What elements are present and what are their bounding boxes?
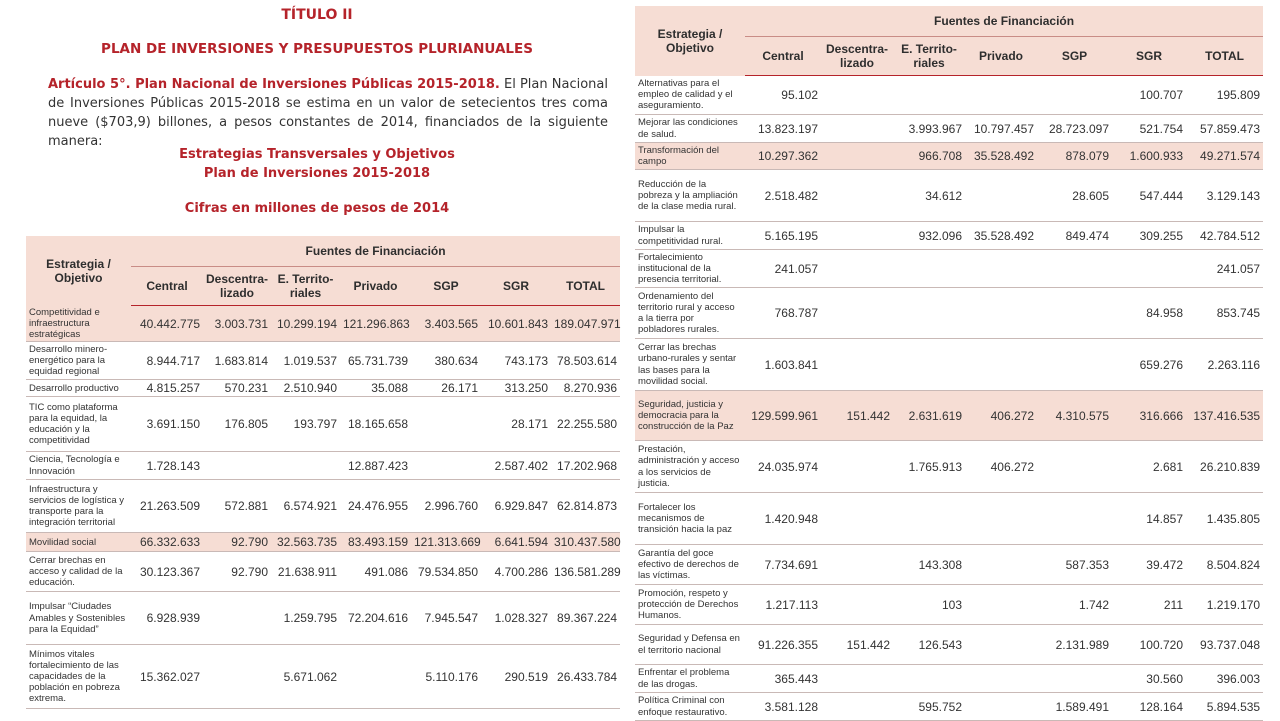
cell-value: 743.173 (481, 342, 551, 380)
cell-value: 66.332.633 (131, 533, 203, 552)
cell-value: 10.299.194 (271, 306, 340, 342)
cell-value: 35.528.492 (965, 143, 1037, 170)
cell-value (1112, 250, 1186, 288)
cell-value (965, 250, 1037, 288)
cell-value (821, 76, 893, 115)
header-fuentes: Fuentes de Financiación (131, 236, 620, 267)
cell-value (965, 493, 1037, 545)
cell-value: 17.202.968 (551, 452, 620, 480)
table-row (635, 222, 1263, 250)
strategies-heading-line1: Estrategias Transversales y Objetivos (179, 147, 455, 162)
table-row (635, 115, 1263, 143)
cell-value: 24.035.974 (745, 441, 821, 493)
cell-value: 241.057 (745, 250, 821, 288)
cell-value: 83.493.159 (340, 533, 411, 552)
cell-value: 5.671.062 (271, 645, 340, 709)
table-row (26, 533, 620, 552)
cell-value: 28.171 (481, 397, 551, 452)
cell-value: 406.272 (965, 441, 1037, 493)
cell-value (821, 250, 893, 288)
cell-value (965, 76, 1037, 115)
cell-value: 3.581.128 (745, 693, 821, 721)
cell-value: 2.996.760 (411, 480, 481, 533)
cell-value: 2.518.482 (745, 170, 821, 222)
cell-value (821, 170, 893, 222)
table-row (26, 452, 620, 480)
cell-value (1037, 76, 1112, 115)
cell-value (821, 288, 893, 339)
cell-value (893, 76, 965, 115)
left-table-body (26, 306, 620, 709)
row-label: Garantía del goce efectivo de derechos de las víctimas. (635, 545, 745, 585)
cell-value: 8.270.936 (551, 380, 620, 397)
cell-value: 570.231 (203, 380, 271, 397)
cell-value: 2.587.402 (481, 452, 551, 480)
row-label: Seguridad, justicia y democracia para la construcción de la Paz (635, 391, 745, 441)
cell-value: 7.734.691 (745, 545, 821, 585)
cell-value: 521.754 (1112, 115, 1186, 143)
header-territoriales: E. Territo-riales (271, 267, 340, 306)
cell-value: 2.131.989 (1037, 625, 1112, 665)
cell-value: 103 (893, 585, 965, 625)
cell-value: 57.859.473 (1186, 115, 1263, 143)
table-row (635, 493, 1263, 545)
row-label: Ordenamiento del territorio rural y acceso a la tierra por pobladores rurales. (635, 288, 745, 339)
cell-value (893, 288, 965, 339)
cell-value: 290.519 (481, 645, 551, 709)
cell-value: 1.728.143 (131, 452, 203, 480)
table-row (635, 170, 1263, 222)
cell-value (893, 493, 965, 545)
cell-value: 143.308 (893, 545, 965, 585)
cell-value: 853.745 (1186, 288, 1263, 339)
cell-value: 14.857 (1112, 493, 1186, 545)
cell-value (821, 222, 893, 250)
cell-value: 95.102 (745, 76, 821, 115)
cell-value: 6.928.939 (131, 592, 203, 645)
cell-value: 1.742 (1037, 585, 1112, 625)
cell-value: 151.442 (821, 391, 893, 441)
table-row (26, 342, 620, 380)
row-label: Seguridad y Defensa en el territorio nacional (635, 625, 745, 665)
cell-value (203, 592, 271, 645)
cell-value (203, 452, 271, 480)
header-sgr: SGR (1112, 37, 1186, 76)
right-table-body (635, 76, 1263, 721)
cell-value: 547.444 (1112, 170, 1186, 222)
cell-value: 4.700.286 (481, 552, 551, 592)
cell-value: 878.079 (1037, 143, 1112, 170)
header-estrategia: Estrategia / Objetivo (26, 236, 131, 306)
cell-value: 10.797.457 (965, 115, 1037, 143)
cell-value: 768.787 (745, 288, 821, 339)
row-label: Ciencia, Tecnología e Innovación (26, 452, 131, 480)
cell-value: 572.881 (203, 480, 271, 533)
investment-table-right (635, 6, 1263, 721)
header-descentralizado: Descentra-lizado (821, 37, 893, 76)
cell-value: 62.814.873 (551, 480, 620, 533)
row-label: TIC como plataforma para la equidad, la educación y la competitividad (26, 397, 131, 452)
cell-value: 313.250 (481, 380, 551, 397)
table-row (26, 592, 620, 645)
cell-value: 100.720 (1112, 625, 1186, 665)
cell-value (893, 250, 965, 288)
cell-value: 2.510.940 (271, 380, 340, 397)
row-label: Prestación, administración y acceso a los servicios de justicia. (635, 441, 745, 493)
cell-value: 49.271.574 (1186, 143, 1263, 170)
cell-value: 3.003.731 (203, 306, 271, 342)
cell-value (821, 585, 893, 625)
cell-value: 40.442.775 (131, 306, 203, 342)
cell-value: 659.276 (1112, 339, 1186, 391)
table-row (635, 76, 1263, 115)
cell-value: 26.433.784 (551, 645, 620, 709)
cell-value: 35.528.492 (965, 222, 1037, 250)
units-heading: Cifras en millones de pesos de 2014 (184, 201, 450, 216)
row-label: Transformación del campo (635, 143, 745, 170)
cell-value: 42.784.512 (1186, 222, 1263, 250)
header-territoriales: E. Territo-riales (893, 37, 965, 76)
table-row (26, 552, 620, 592)
cell-value: 1.600.933 (1112, 143, 1186, 170)
cell-value (965, 170, 1037, 222)
cell-value: 10.601.843 (481, 306, 551, 342)
cell-value: 30.123.367 (131, 552, 203, 592)
cell-value (965, 665, 1037, 693)
cell-value (340, 645, 411, 709)
table-row (635, 585, 1263, 625)
cell-value: 595.752 (893, 693, 965, 721)
cell-value: 65.731.739 (340, 342, 411, 380)
row-label: Reducción de la pobreza y la ampliación de la clase media rural. (635, 170, 745, 222)
cell-value: 309.255 (1112, 222, 1186, 250)
cell-value (965, 585, 1037, 625)
plan-heading: PLAN DE INVERSIONES Y PRESUPUESTOS PLURIANUALES (101, 41, 533, 57)
cell-value: 316.666 (1112, 391, 1186, 441)
title-heading: TÍTULO II (281, 7, 353, 23)
cell-value: 26.171 (411, 380, 481, 397)
cell-value: 2.263.116 (1186, 339, 1263, 391)
cell-value: 1.765.913 (893, 441, 965, 493)
cell-value: 1.028.327 (481, 592, 551, 645)
article-paragraph (48, 75, 608, 151)
cell-value: 365.443 (745, 665, 821, 693)
cell-value: 211 (1112, 585, 1186, 625)
cell-value (1037, 250, 1112, 288)
cell-value: 491.086 (340, 552, 411, 592)
row-label: Promoción, respeto y protección de Derechos Humanos. (635, 585, 745, 625)
row-label: Mínimos vitales fortalecimiento de las capacidades de la población en pobreza extrema. (26, 645, 131, 709)
cell-value: 30.560 (1112, 665, 1186, 693)
cell-value: 6.641.594 (481, 533, 551, 552)
right-page (634, 0, 1280, 720)
cell-value: 137.416.535 (1186, 391, 1263, 441)
strategies-heading-line2: Plan de Inversiones 2015-2018 (203, 166, 431, 181)
cell-value: 121.296.863 (340, 306, 411, 342)
cell-value: 189.047.971 (551, 306, 620, 342)
row-label: Mejorar las condiciones de salud. (635, 115, 745, 143)
cell-value (411, 452, 481, 480)
cell-value: 92.790 (203, 552, 271, 592)
cell-value: 121.313.669 (411, 533, 481, 552)
header-estrategia: Estrategia / Objetivo (635, 6, 745, 76)
cell-value (821, 493, 893, 545)
header-sgp: SGP (1037, 37, 1112, 76)
cell-value: 32.563.735 (271, 533, 340, 552)
cell-value: 1.217.113 (745, 585, 821, 625)
cell-value: 310.437.580 (551, 533, 620, 552)
cell-value (965, 693, 1037, 721)
cell-value: 5.110.176 (411, 645, 481, 709)
cell-value (1037, 288, 1112, 339)
table-row (26, 645, 620, 709)
cell-value: 28.723.097 (1037, 115, 1112, 143)
table-row (635, 288, 1263, 339)
cell-value (821, 693, 893, 721)
cell-value: 24.476.955 (340, 480, 411, 533)
cell-value: 176.805 (203, 397, 271, 452)
row-label: Competitividad e infraestructura estratégicas (26, 306, 131, 342)
cell-value: 3.129.143 (1186, 170, 1263, 222)
cell-value: 195.809 (1186, 76, 1263, 115)
cell-value (965, 545, 1037, 585)
row-label: Cerrar brechas en acceso y calidad de la educación. (26, 552, 131, 592)
cell-value: 128.164 (1112, 693, 1186, 721)
cell-value (1037, 339, 1112, 391)
cell-value: 18.165.658 (340, 397, 411, 452)
row-label: Enfrentar el problema de las drogas. (635, 665, 745, 693)
cell-value: 587.353 (1037, 545, 1112, 585)
cell-value: 26.210.839 (1186, 441, 1263, 493)
table-row (26, 306, 620, 342)
investment-table-left (26, 236, 620, 709)
row-label: Cerrar las brechas urbano-rurales y sentar las bases para la movilidad social. (635, 339, 745, 391)
cell-value: 3.403.565 (411, 306, 481, 342)
table-row (635, 391, 1263, 441)
cell-value: 5.165.195 (745, 222, 821, 250)
cell-value: 15.362.027 (131, 645, 203, 709)
cell-value: 4.310.575 (1037, 391, 1112, 441)
cell-value: 6.929.847 (481, 480, 551, 533)
header-fuentes: Fuentes de Financiación (745, 6, 1263, 37)
cell-value: 100.707 (1112, 76, 1186, 115)
cell-value: 91.226.355 (745, 625, 821, 665)
cell-value: 28.605 (1037, 170, 1112, 222)
cell-value (893, 339, 965, 391)
table-row (635, 441, 1263, 493)
cell-value: 79.534.850 (411, 552, 481, 592)
table-row (635, 545, 1263, 585)
cell-value: 8.944.717 (131, 342, 203, 380)
row-label: Desarrollo productivo (26, 380, 131, 397)
cell-value (411, 397, 481, 452)
cell-value: 396.003 (1186, 665, 1263, 693)
header-privado: Privado (340, 267, 411, 306)
row-label: Fortalecer los mecanismos de transición hacia la paz (635, 493, 745, 545)
cell-value: 93.737.048 (1186, 625, 1263, 665)
cell-value: 21.263.509 (131, 480, 203, 533)
table-row (635, 665, 1263, 693)
cell-value: 193.797 (271, 397, 340, 452)
cell-value: 13.823.197 (745, 115, 821, 143)
cell-value: 1.589.491 (1037, 693, 1112, 721)
cell-value: 22.255.580 (551, 397, 620, 452)
row-label: Impulsar “Ciudades Amables y Sostenibles para la Equidad” (26, 592, 131, 645)
cell-value (1037, 441, 1112, 493)
cell-value (965, 625, 1037, 665)
cell-value: 849.474 (1037, 222, 1112, 250)
cell-value: 1.219.170 (1186, 585, 1263, 625)
cell-value: 1.259.795 (271, 592, 340, 645)
cell-value: 151.442 (821, 625, 893, 665)
cell-value (821, 143, 893, 170)
cell-value: 34.612 (893, 170, 965, 222)
table-row (26, 380, 620, 397)
cell-value (271, 452, 340, 480)
cell-value (821, 115, 893, 143)
cell-value: 1.019.537 (271, 342, 340, 380)
cell-value: 129.599.961 (745, 391, 821, 441)
cell-value: 136.581.289 (551, 552, 620, 592)
cell-value: 966.708 (893, 143, 965, 170)
cell-value: 1.420.948 (745, 493, 821, 545)
row-label: Desarrollo minero-energético para la equidad regional (26, 342, 131, 380)
cell-value: 241.057 (1186, 250, 1263, 288)
cell-value: 1.435.805 (1186, 493, 1263, 545)
cell-value: 380.634 (411, 342, 481, 380)
header-central: Central (745, 37, 821, 76)
cell-value: 1.683.814 (203, 342, 271, 380)
header-total: TOTAL (551, 267, 620, 306)
cell-value: 78.503.614 (551, 342, 620, 380)
cell-value (203, 645, 271, 709)
cell-value (965, 339, 1037, 391)
cell-value: 4.815.257 (131, 380, 203, 397)
table-row (635, 339, 1263, 391)
row-label: Fortalecimiento institucional de la presencia territorial. (635, 250, 745, 288)
header-total: TOTAL (1186, 37, 1263, 76)
cell-value (965, 288, 1037, 339)
row-label: Política Criminal con enfoque restaurativo. (635, 693, 745, 721)
cell-value: 2.681 (1112, 441, 1186, 493)
article-heading: Artículo 5°. Plan Nacional de Inversiones Públicas 2015-2018. (48, 77, 500, 92)
article-body: El Plan Nacional de Inversiones Públicas 2015-2018 se estima en un valor de setecientos tres coma nueve ($703,9) billones, a pesos constantes de 2014, financiados de la siguiente manera: (48, 77, 608, 149)
table-row (635, 693, 1263, 721)
cell-value (821, 665, 893, 693)
cell-value: 84.958 (1112, 288, 1186, 339)
cell-value: 89.367.224 (551, 592, 620, 645)
cell-value (821, 339, 893, 391)
cell-value: 3.691.150 (131, 397, 203, 452)
header-sgp: SGP (411, 267, 481, 306)
row-label: Impulsar la competitividad rural. (635, 222, 745, 250)
cell-value: 10.297.362 (745, 143, 821, 170)
cell-value: 35.088 (340, 380, 411, 397)
table-row (635, 250, 1263, 288)
table-row (635, 143, 1263, 170)
cell-value (821, 545, 893, 585)
header-sgr: SGR (481, 267, 551, 306)
cell-value: 126.543 (893, 625, 965, 665)
header-privado: Privado (965, 37, 1037, 76)
cell-value: 7.945.547 (411, 592, 481, 645)
left-page (0, 0, 634, 720)
cell-value: 406.272 (965, 391, 1037, 441)
table-row (635, 625, 1263, 665)
table-row (26, 480, 620, 533)
cell-value: 8.504.824 (1186, 545, 1263, 585)
cell-value: 5.894.535 (1186, 693, 1263, 721)
cell-value: 3.993.967 (893, 115, 965, 143)
cell-value: 12.887.423 (340, 452, 411, 480)
header-descentralizado: Descentra-lizado (203, 267, 271, 306)
cell-value: 1.603.841 (745, 339, 821, 391)
cell-value: 72.204.616 (340, 592, 411, 645)
cell-value (893, 665, 965, 693)
cell-value (1037, 665, 1112, 693)
cell-value: 932.096 (893, 222, 965, 250)
header-central: Central (131, 267, 203, 306)
cell-value: 39.472 (1112, 545, 1186, 585)
cell-value: 6.574.921 (271, 480, 340, 533)
cell-value: 2.631.619 (893, 391, 965, 441)
row-label: Movilidad social (26, 533, 131, 552)
row-label: Alternativas para el empleo de calidad y el aseguramiento. (635, 76, 745, 115)
cell-value: 21.638.911 (271, 552, 340, 592)
cell-value (1037, 493, 1112, 545)
cell-value (821, 441, 893, 493)
table-row (26, 397, 620, 452)
row-label: Infraestructura y servicios de logística y transporte para la integración territorial (26, 480, 131, 533)
cell-value: 92.790 (203, 533, 271, 552)
